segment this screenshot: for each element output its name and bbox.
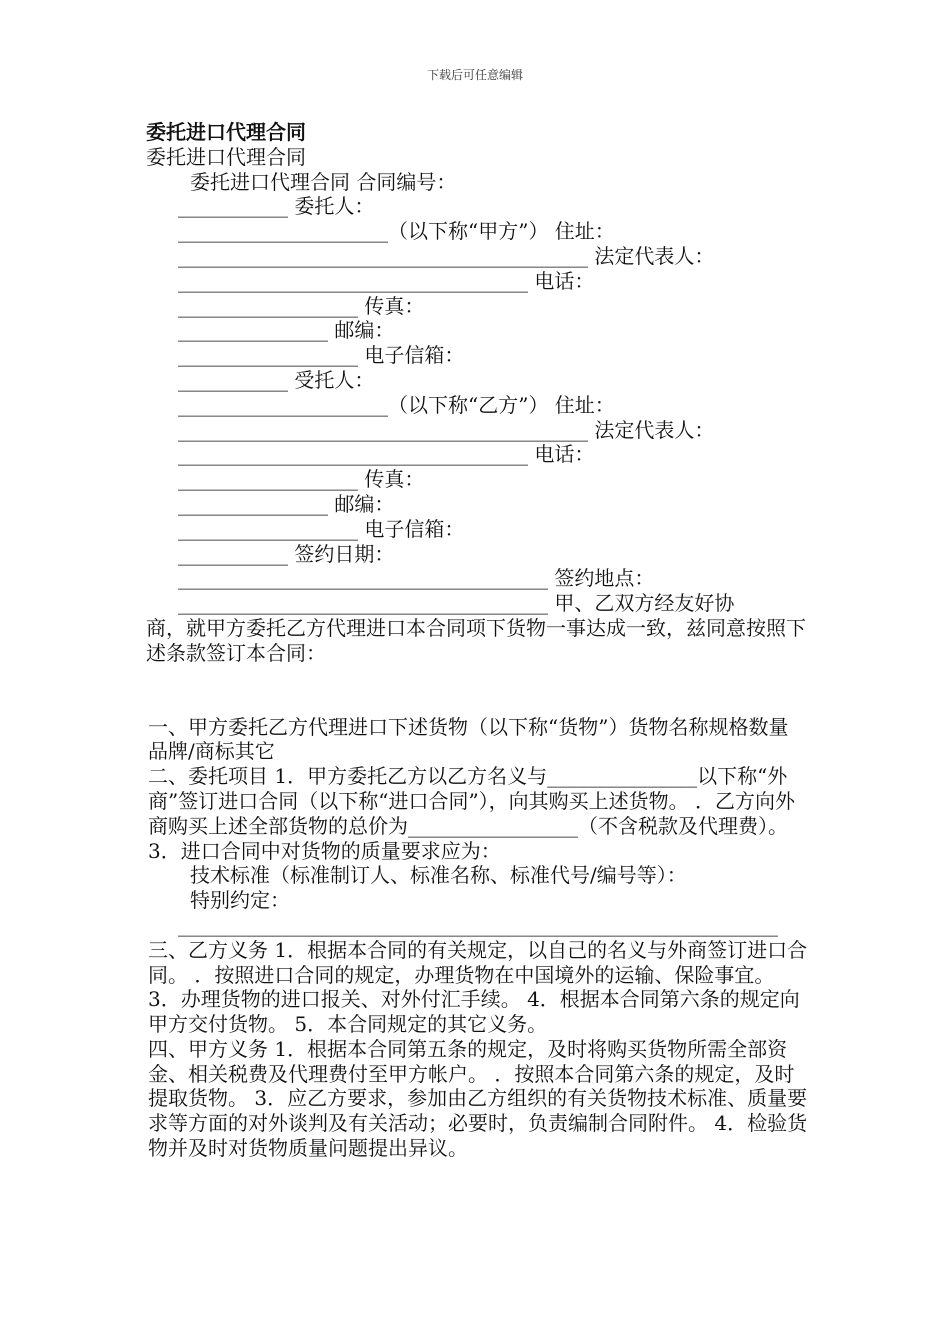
- intro-paragraph: 商，就甲方委托乙方代理进口本合同项下货物一事达成一致，兹同意按照下述条款签订本合同：: [146, 615, 806, 665]
- field-party-a-email: __________________ 电子信箱：: [178, 343, 465, 368]
- contract-document: [146, 120, 808, 1161]
- field-agent: ___________ 受托人：: [178, 367, 375, 392]
- clause-2: 二、委托项目 1．甲方委托乙方以乙方名义与_______________以下称“外商”签订进口合同（以下称“进口合同”），向其购买上述货物。 ．乙方向外商购买上述全部货物的总价为_________________（不含税款及代理费）。 3．进口合同中对货物的质量要求应为：: [148, 764, 796, 863]
- intro-first-line: _____________________________________ 甲、乙双方经友好协: [178, 591, 735, 616]
- clause-3: 三、乙方义务 1．根据本合同的有关规定，以自己的名义与外商签订进口合同。 ．按照进口合同的规定，办理货物在中国境外的运输、保险事宜。 3．办理货物的进口报关、对外付汇手续。 4．根据本合同第六条的规定向甲方交付货物。 5．本合同规定的其它义务。: [148, 937, 808, 1037]
- clause-1: 一、甲方委托乙方代理进口下述货物（以下称“货物”）货物名称规格数量品牌/商标其它: [148, 714, 789, 764]
- field-party-b-phone: ___________________________________ 电话：: [178, 442, 595, 467]
- field-party-a-postcode: _______________ 邮编：: [178, 318, 395, 343]
- field-party-a-fax: __________________ 传真：: [178, 293, 425, 318]
- page-header-note: 下载后可任意编辑: [426, 68, 523, 82]
- special-agreement-line: 特别约定：: [190, 888, 290, 913]
- contract-number-line: 委托进口代理合同 合同编号：: [190, 169, 457, 194]
- field-party-a-phone: ___________________________________ 电话：: [178, 268, 595, 293]
- party-fields: [146, 194, 808, 616]
- document-subtitle: 委托进口代理合同: [146, 144, 306, 169]
- blank-fill-line: ____________________________________________________________: [178, 912, 778, 937]
- tech-standard-line: 技术标准（标准制订人、标准名称、标准代号/编号等）：: [190, 863, 687, 888]
- field-party-b-postcode: _______________ 邮编：: [178, 491, 395, 516]
- field-principal: ___________ 委托人：: [178, 194, 375, 219]
- field-party-b-email: __________________ 电子信箱：: [178, 516, 465, 541]
- field-signing-date: ___________ 签约日期：: [178, 541, 395, 566]
- field-party-b-fax: __________________ 传真：: [178, 467, 425, 492]
- field-party-b-legal-rep: _________________________________________ 法定代表人：: [178, 417, 715, 442]
- document-title: 委托进口代理合同: [146, 120, 306, 144]
- clause-4: 四、甲方义务 1．根据本合同第五条的规定，及时将购买货物所需全部资金、相关税费及代理费付至甲方帐户。 ．按照本合同第六条的规定，及时提取货物。 3．应乙方要求，参加由乙方组织的有关货物技术标准、质量要求等方面的对外谈判及有关活动；必要时，负责编制合同附件。 4．检验货物并及时对货物质量问题提出异议。: [148, 1036, 808, 1161]
- field-signing-place: _____________________________________ 签约地点：: [178, 566, 655, 591]
- field-party-a-address: _____________________（以下称“甲方”） 住址：: [178, 219, 615, 244]
- field-party-b-address: _____________________（以下称“乙方”） 住址：: [178, 392, 615, 417]
- field-party-a-legal-rep: _________________________________________ 法定代表人：: [178, 243, 715, 268]
